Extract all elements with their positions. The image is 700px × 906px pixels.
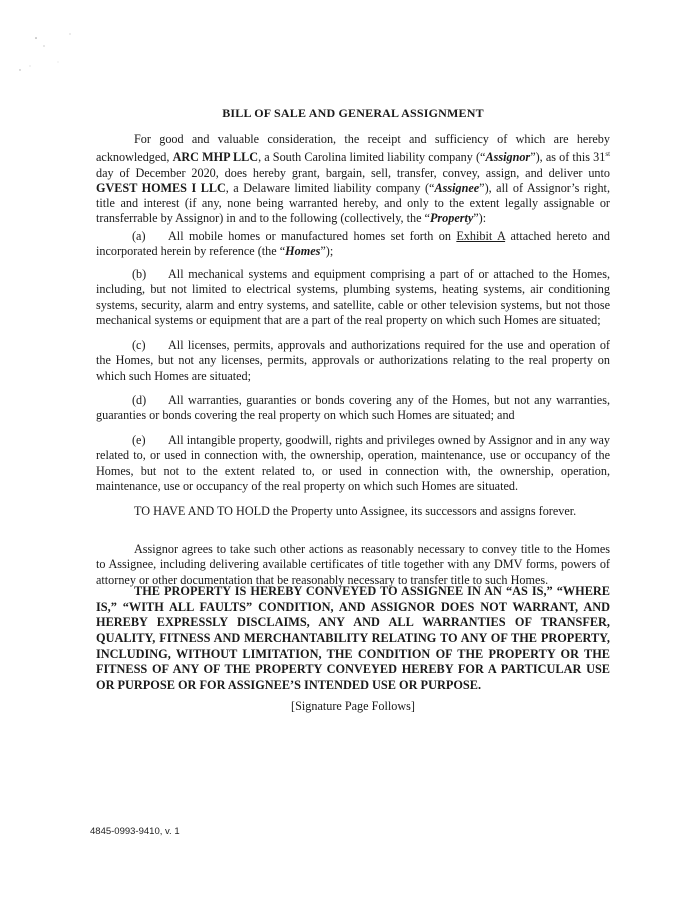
intro-text: ”): [473, 211, 487, 226]
item-a [96, 229, 610, 259]
as-is-disclaimer: THE PROPERTY IS HEREBY CONVEYED TO ASSIGNEE IN AN “AS IS,” “WHERE IS,” “WITH ALL FAULTS” CONDITION, AND ASSIGNOR DOES NOT WARRANT, AND HEREBY EXPRESSLY DISCLAIMS, ANY AND ALL WARRANTIES OF TRANSFER, QUALITY, FITNESS AND MERCHANTABILITY RELATING TO ANY OF THE PROPERTY, INCLUDING, WITHOUT LIMITATION, THE CONDITION OF THE PROPERTY OR THE FITNESS OF ANY OF THE PROPERTY CONVEYED HEREBY FOR A PARTICULAR USE OR PURPOSE OR FOR ASSIGNEE’S INTENDED USE OR PURPOSE. [96, 584, 610, 692]
intro-text: ”), all of Assignor’s right, title and interest (if any, none being warranted hereby, and only to the extent legally assignable or transferrable by Assignor) in and to the following (collectively, the “ [96, 180, 610, 226]
intro-text: , a South Carolina limited liability company (“ [258, 150, 486, 165]
item-label: (c) [132, 338, 146, 353]
further-assurances-paragraph: Assignor agrees to take such other actions as reasonably necessary to convey title to the Homes to Assignee, including delivering available certificates of title together with any DMV forms, powers of attorney or other documentation that be reasonably necessary to transfer title to such Homes. [96, 542, 610, 587]
assignor-term: Assignor [485, 150, 531, 165]
intro-text: ”), as of this 31 [530, 150, 606, 165]
assignor-name: ARC MHP LLC [172, 150, 259, 165]
intro-text: day of December 2020, does hereby grant, bargain, sell, transfer, convey, assign, and deliver unto [96, 165, 610, 180]
item-d [96, 393, 610, 423]
property-term: Property [429, 211, 474, 226]
item-label: (a) [132, 229, 146, 244]
intro-text: For good and valuable consideration, the receipt and sufficiency of which are hereby acknowledged, [96, 132, 610, 165]
document-title: BILL OF SALE AND GENERAL ASSIGNMENT [222, 106, 484, 120]
item-b [96, 267, 610, 328]
exhibit-a-reference: Exhibit A [456, 229, 506, 244]
item-text: All licenses, permits, approvals and authorizations required for the use and operation of the Homes, but not any licenses, permits, approvals or authorizations relating to the real property on which such Homes are situated; [96, 338, 610, 383]
item-text: All intangible property, goodwill, rights and privileges owned by Assignor and in any way related to, or used in connection with, the ownership, operation, maintenance, use or occupancy of the Homes, but not to the extent related to, or used in connection with, the ownership, operation, maintenance, use or occupancy of the real property on which such Homes are situated. [96, 433, 610, 493]
intro-paragraph [96, 132, 610, 226]
habendum-clause: TO HAVE AND TO HOLD the Property unto Assignee, its successors and assigns forever. [134, 504, 577, 519]
item-label: (e) [132, 433, 146, 448]
item-text: All mechanical systems and equipment comprising a part of or attached to the Homes, including, but not limited to electrical systems, plumbing systems, heating systems, air conditioning systems, security, alarm and entry systems, and satellite, cable or other television systems, but not those mechanical systems or equipment that are a part of the real property on which such Homes are situated; [96, 267, 610, 327]
item-c [96, 338, 610, 384]
day-suffix: st [605, 150, 611, 159]
signature-page-note: [Signature Page Follows] [291, 699, 415, 713]
item-text: ”); [320, 244, 334, 259]
item-text: All mobile homes or manufactured homes set forth on [168, 229, 457, 244]
assignee-term: Assignee [434, 180, 480, 195]
item-label: (b) [132, 267, 147, 282]
assignee-name: GVEST HOMES I LLC [96, 180, 226, 195]
item-text: All warranties, guaranties or bonds covering any of the Homes, but not any warranties, guaranties or bonds covering the real property on which such Homes are situated; and [96, 393, 610, 423]
homes-term: Homes [285, 244, 321, 259]
item-e [96, 433, 610, 494]
intro-text: , a Delaware limited liability company (“ [225, 180, 435, 195]
item-label: (d) [132, 393, 147, 408]
scan-specks [0, 0, 120, 90]
document-id-footer: 4845-0993-9410, v. 1 [90, 826, 180, 837]
item-text: attached hereto and incorporated herein by reference (the “ [96, 229, 610, 259]
